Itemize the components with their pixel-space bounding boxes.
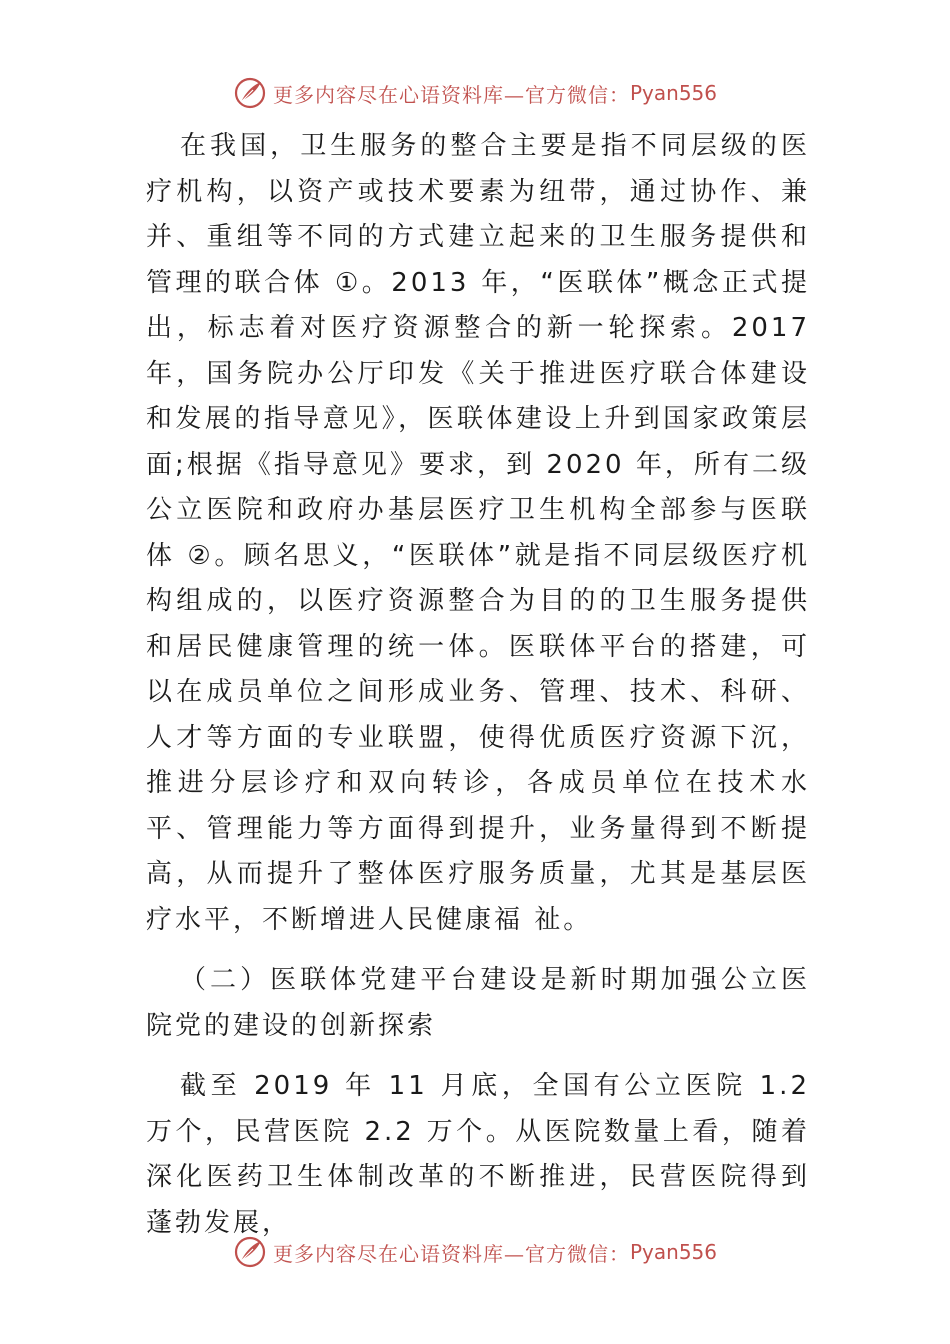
paragraph-hospital-stats: 截至 2019 年 11 月底，全国有公立医院 1.2 万个，民营医院 2.2 万个。从医院数量上看，随着深化医药卫生体制改革的不断推进，民营医院得到蓬勃发展， [146,1071,810,1238]
section-heading: （二）医联体党建平台建设是新时期加强公立医院党的建设的创新探索 [146,965,810,1041]
document-body [146,124,810,1246]
feather-pen-logo-icon [233,76,267,110]
paragraph-integration: 在我国，卫生服务的整合主要是指不同层级的医疗机构，以资产或技术要素为纽带，通过协作、兼并、重组等不同的方式建立起来的卫生服务提供和管理的联合体 ①。2013 年，“医联体”概念正式提出，标志着对医疗资源整合的新一轮探索。2017 年，国务院办公厅印发《关于推进医疗联合体建设和发展的指导意见》，医联体建设上升到国家政策层面;根据《指导意见》要求，到 2020 年，所有二级公立医院和政府办基层医疗卫生机构全部参与医联体 ②。顾名思义，“医联体”就是指不同层级医疗机构组成的，以医疗资源整合为目的的卫生服务提供和居民健康管理的统一体。医联体平台的搭建，可以在成员单位之间形成业务、管理、技术、科研、人才等方面的专业联盟，使得优质医疗资源下沉，推进分层诊疗和双向转诊，各成员单位在技术水平、管理能力等方面得到提升，业务量得到不断提高，从而提升了整体医疗服务质量，尤其是基层医疗水平，不断增进人民健康福 祉。 [146,131,810,935]
watermark-header [0,73,950,113]
watermark-wechat-id: Pyan556 [629,1240,717,1264]
watermark-wechat-id: Pyan556 [629,81,717,105]
watermark-text: 更多内容尽在心语资料库—官方微信： [272,1241,630,1266]
watermark-text: 更多内容尽在心语资料库—官方微信： [272,82,630,107]
feather-pen-logo-icon [233,1235,267,1269]
watermark-footer [0,1232,950,1272]
